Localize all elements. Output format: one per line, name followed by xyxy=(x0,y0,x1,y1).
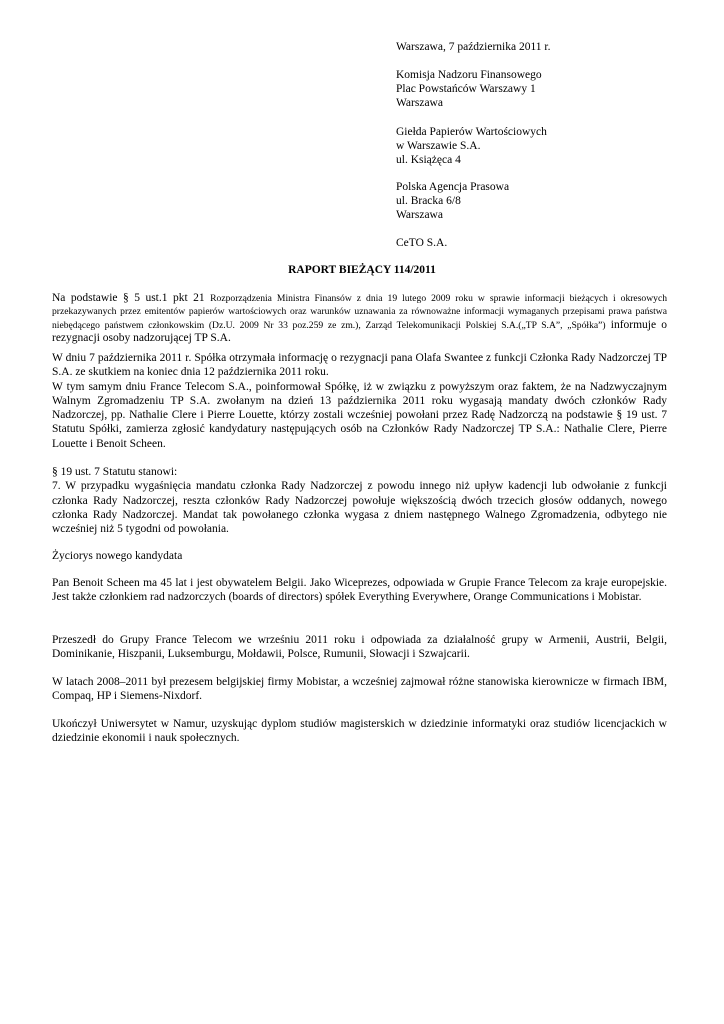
cv-text: Przeszedł do Grupy France Telecom we wrześniu 2011 roku i odpowiada za działalność grupy w Armenii, Austrii, Belgii, Dominikanie, Hiszpanii, Luksemburgu, Mołdawii, Polsce, Rumunii, Słowacji i Szwajcarii. xyxy=(52,634,667,661)
cv-text: W latach 2008–2011 był prezesem belgijskiej firmy Mobistar, a wcześniej zajmował różne stanowiska kierownicze w firmach IBM, Compaq, HP i Siemens-Nixdorf. xyxy=(52,676,667,703)
date-text: Warszawa, 7 października 2011 r. xyxy=(396,41,551,53)
recipient-ceto xyxy=(396,236,447,250)
intro-part-1: Na podstawie § 5 ust.1 pkt 21 xyxy=(52,292,205,304)
recipient-knf xyxy=(396,68,542,111)
cv-paragraph xyxy=(52,717,667,746)
recipient-line: Komisja Nadzoru Finansowego xyxy=(396,69,542,81)
recipient-line: ul. Książęca 4 xyxy=(396,154,461,167)
nomination-text: W tym samym dniu France Telecom S.A., poinformował Spółkę, iż w związku z powyższym oraz faktem, że na Nadzwyczajnym Walnym Zgromadzeniu TP S.A. zwołanym na dzień 13 października 2011 roku wygasają mandaty dwóch członków Rady Nadzorczej, pp. Nathalie Clere i Pierre Louette, którzy zostali wcześniej powołani przez Radę Nadzorczą na podstawie § 19 ust. 7 Statutu Spółki, zamierza zgłosić kandydatury następujących osób na Członków Rady Nadzorczej TP S.A.: Nathalie Clere, Pierre Louette i Benoit Scheen. xyxy=(52,380,667,450)
recipient-line: Warszawa xyxy=(396,97,443,110)
recipient-gpw xyxy=(396,125,547,168)
resignation-text: W dniu 7 października 2011 r. Spółka otrzymała informację o rezygnacji pana Olafa Swantee z funkcji Członka Rady Nadzorczej TP S.A. ze skutkiem na koniec dnia 12 października 2011 roku. xyxy=(52,352,667,379)
intro-paragraph xyxy=(52,292,667,346)
statute-paragraph xyxy=(52,465,667,536)
document-date xyxy=(396,40,550,54)
recipient-line: Warszawa xyxy=(396,209,443,222)
intro-part-2: Rozporządzenia Ministra Finansów z dnia 19 lutego 2009 roku w sprawie informacji bieżących i okresowych przekazywanych przez emitentów papierów wartościowych oraz warunków uznawania za równoważne informacji wymaganych przepisami prawa państwa niebędącego państwem członkowskim (Dz.U. 2009 Nr 33 poz.259 ze zm.), Zarząd Telekomunikacji Polskiej S.A.(„TP S.A”, „Spółka”) xyxy=(52,293,668,331)
cv-title: Życiorys nowego kandydata xyxy=(52,550,183,562)
recipient-pap xyxy=(396,180,509,223)
cv-paragraph xyxy=(52,633,667,662)
recipient-line: CeTO S.A. xyxy=(396,237,448,249)
resignation-paragraph xyxy=(52,351,667,451)
cv-paragraph xyxy=(52,576,667,605)
cv-paragraph xyxy=(52,675,667,704)
intro-part-3: informuje o rezygnacji osoby nadzorującej TP S.A. xyxy=(52,318,668,345)
recipient-line: Polska Agencja Prasowa xyxy=(396,181,510,193)
statute-heading: § 19 ust. 7 Statutu stanowi: xyxy=(52,466,178,478)
recipient-line: ul. Bracka 6/8 xyxy=(396,195,461,208)
report-title: RAPORT BIEŻĄCY 114/2011 xyxy=(288,264,436,276)
cv-text: Ukończył Uniwersytet w Namur, uzyskując dyplom studiów magisterskich w dziedzinie informatyki oraz studiów licencjackich w dziedzinie ekonomii i nauk społecznych. xyxy=(52,718,667,745)
recipient-line: w Warszawie S.A. xyxy=(396,140,481,153)
recipient-line: Plac Powstańców Warszawy 1 xyxy=(396,83,536,96)
cv-text: Pan Benoit Scheen ma 45 lat i jest obywatelem Belgii. Jako Wiceprezes, odpowiada w Grupie France Telecom za kraje europejskie. Jest także członkiem rad nadzorczych (boards of directors) spółek Everything Everywhere, Orange Communications i Mobistar. xyxy=(52,577,667,604)
statute-text: 7. W przypadku wygaśnięcia mandatu członka Rady Nadzorczej z powodu innego niż upływ kadencji lub odwołanie z funkcji członka Rady Nadzorczej, reszta członków Rady Nadzorczej powołuje większością dwóch trzecich głosów oddanych, nowego członka Rady Nadzorczej. Mandat tak powołanego członka wygasa z dniem następnego Walnego Zgromadzenia, odbytego nie wcześniej niż 5 tygodni od powołania. xyxy=(52,480,667,536)
recipient-line: Giełda Papierów Wartościowych xyxy=(396,126,547,138)
